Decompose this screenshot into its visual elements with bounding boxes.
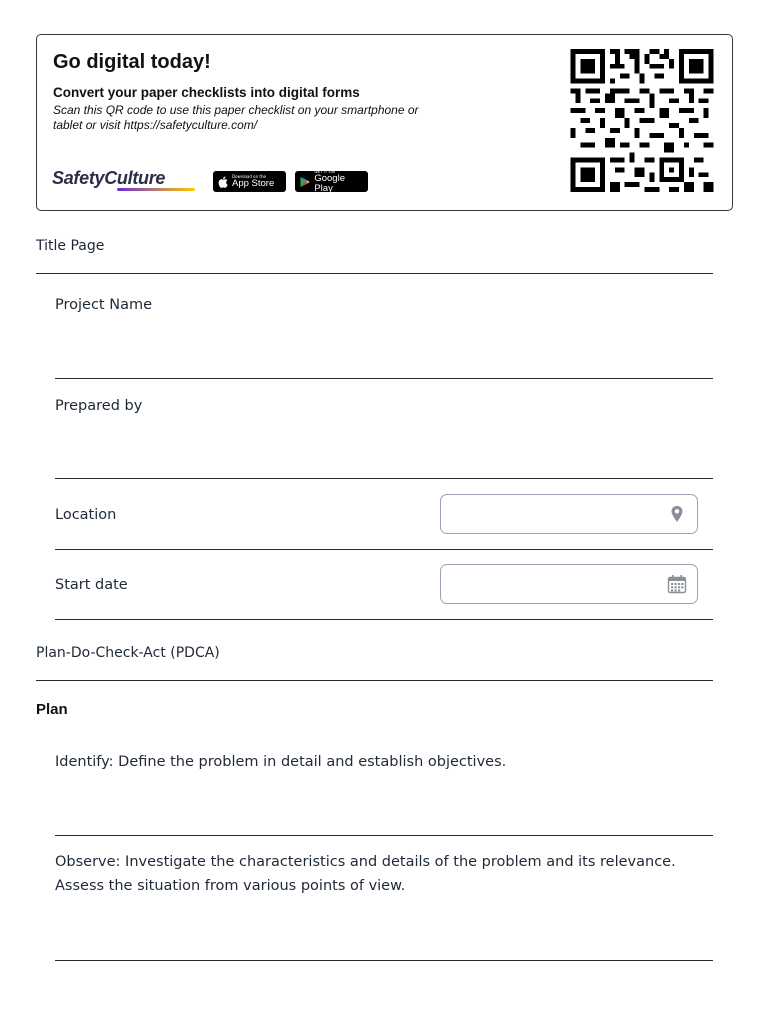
divider bbox=[55, 619, 713, 620]
identify-answer-line[interactable] bbox=[55, 835, 713, 836]
banner-title: Go digital today! bbox=[53, 51, 211, 73]
calendar-icon bbox=[667, 574, 687, 594]
google-play-icon bbox=[300, 176, 310, 188]
banner-description: Scan this QR code to use this paper checklist on your smartphone or tablet or visit https://safetyculture.com/ bbox=[53, 103, 419, 132]
divider bbox=[36, 273, 713, 274]
plan-heading: Plan bbox=[36, 701, 68, 718]
divider bbox=[36, 680, 713, 681]
location-label: Location bbox=[55, 507, 117, 523]
google-play-badge[interactable] bbox=[295, 171, 368, 192]
identify-question: Identify: Define the problem in detail and establish objectives. bbox=[55, 754, 507, 770]
divider bbox=[55, 549, 713, 550]
app-store-label: App Store bbox=[232, 178, 275, 189]
prepared-by-answer-line[interactable] bbox=[55, 478, 713, 479]
app-store-badge[interactable] bbox=[213, 171, 286, 192]
qr-code[interactable] bbox=[567, 49, 717, 192]
logo-underline bbox=[117, 188, 195, 191]
section-title-page: Title Page bbox=[36, 238, 105, 254]
apple-icon bbox=[218, 176, 228, 188]
project-name-answer-line[interactable] bbox=[55, 378, 713, 379]
app-store-small-text: Download on the bbox=[232, 174, 266, 179]
observe-question-line2: Assess the situation from various points of view. bbox=[55, 878, 406, 894]
observe-question-line1: Observe: Investigate the characteristics and details of the problem and its relevance. bbox=[55, 854, 676, 870]
start-date-input[interactable] bbox=[440, 564, 698, 604]
google-play-small-text: GET IT ON bbox=[314, 169, 335, 174]
safetyculture-logo[interactable]: SafetyCulture bbox=[52, 168, 166, 188]
project-name-label: Project Name bbox=[55, 297, 152, 313]
location-input[interactable] bbox=[440, 494, 698, 534]
map-pin-icon bbox=[667, 504, 687, 524]
go-digital-banner bbox=[36, 34, 733, 211]
observe-answer-line[interactable] bbox=[55, 960, 713, 961]
start-date-label: Start date bbox=[55, 577, 128, 593]
banner-subtitle: Convert your paper checklists into digital forms bbox=[53, 85, 360, 100]
section-pdca: Plan-Do-Check-Act (PDCA) bbox=[36, 645, 220, 661]
google-play-label: Google Play bbox=[314, 173, 345, 194]
prepared-by-label: Prepared by bbox=[55, 398, 143, 414]
